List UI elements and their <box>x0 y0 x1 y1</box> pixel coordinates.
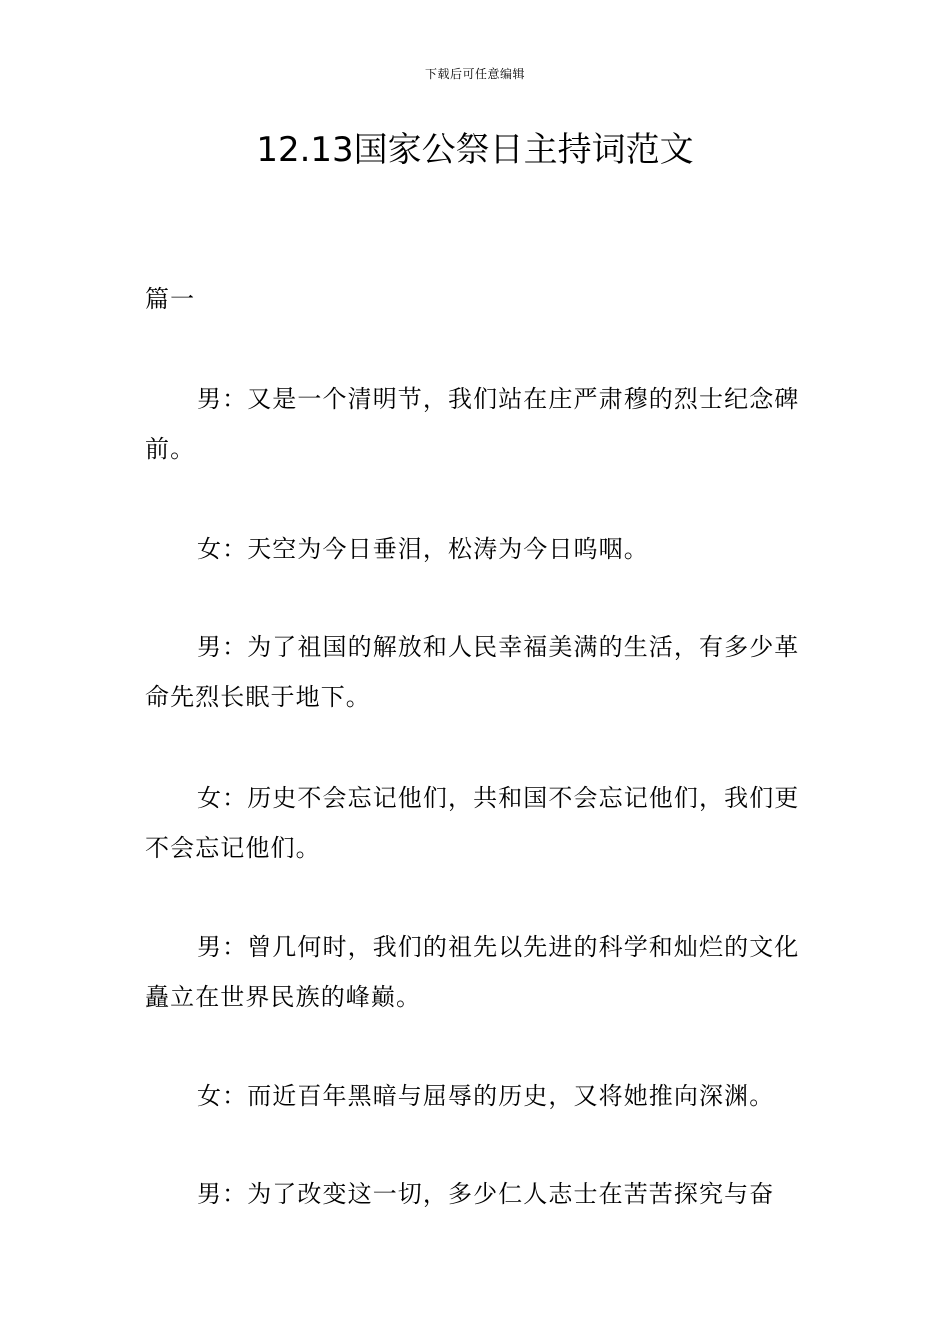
document-title: 12.13国家公祭日主持词范文 <box>256 130 694 170</box>
paragraph-5: 男：曾几何时，我们的祖先以先进的科学和灿烂的文化矗立在世界民族的峰巅。 <box>145 933 800 1011</box>
paragraph-3: 男：为了祖国的解放和人民幸福美满的生活，有多少革命先烈长眠于地下。 <box>145 633 800 711</box>
paragraph-7: 男：为了改变这一切，多少仁人志士在苦苦探究与奋 <box>197 1180 775 1208</box>
paragraph-6: 女：而近百年黑暗与屈辱的历史，又将她推向深渊。 <box>197 1082 775 1110</box>
paragraph-1: 男：又是一个清明节，我们站在庄严肃穆的烈士纪念碑前。 <box>145 385 800 463</box>
header-note: 下载后可任意编辑 <box>424 67 525 81</box>
section-label: 篇一 <box>145 285 196 313</box>
paragraph-4: 女：历史不会忘记他们，共和国不会忘记他们，我们更不会忘记他们。 <box>145 784 800 862</box>
paragraph-2: 女：天空为今日垂泪，松涛为今日呜咽。 <box>197 535 649 563</box>
